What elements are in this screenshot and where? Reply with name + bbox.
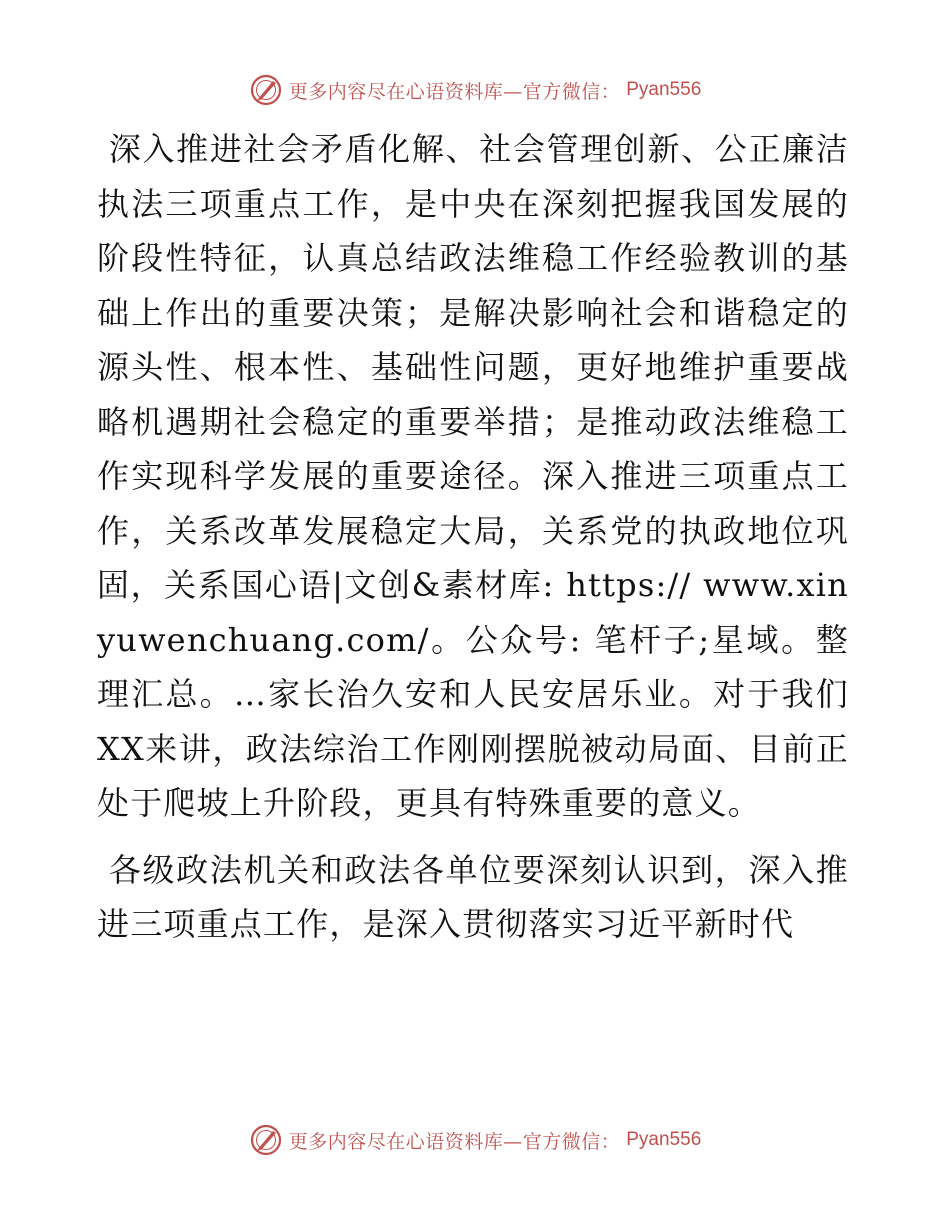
paragraph-2: 各级政法机关和政法各单位要深刻认识到，深入推进三项重点工作，是深入贯彻落实习近平新时代 bbox=[97, 850, 849, 943]
paragraph-1: 深入推进社会矛盾化解、社会管理创新、公正廉洁执法三项重点工作，是中央在深刻把握我国发展的阶段性特征，认真总结政法维稳工作经验教训的基础上作出的重要决策；是解决影响社会和谐稳定的源头性、根本性、基础性问题，更好地维护重要战略机遇期社会稳定的重要举措；是推动政法维稳工作实现科学发展的重要途径。深入推进三项重点工作，关系改革发展稳定大局，关系党的执政地位巩固，关系国心语|文创&素材库: https:// www.xinyuwenchuang.com/。公众号: 笔杆子;星域。整理汇总。…家长治久安和人民安居乐业。对于我们XX来讲，政法综治工作刚刚摆脱被动局面、目前正处于爬坡上升阶段，更具有特殊重要的意义。 bbox=[97, 130, 849, 822]
header-banner-text: 更多内容尽在心语资料库—官方微信： bbox=[288, 80, 621, 103]
footer-watermark-banner bbox=[0, 1120, 950, 1160]
document-body bbox=[97, 122, 849, 952]
quill-pen-logo-icon bbox=[249, 73, 283, 107]
header-watermark-banner bbox=[0, 70, 950, 110]
quill-pen-logo-icon bbox=[249, 1123, 283, 1157]
footer-banner-text: 更多内容尽在心语资料库—官方微信： bbox=[288, 1130, 621, 1153]
footer-banner-contact: Pyan556 bbox=[626, 1129, 702, 1150]
header-banner-contact: Pyan556 bbox=[626, 79, 702, 100]
